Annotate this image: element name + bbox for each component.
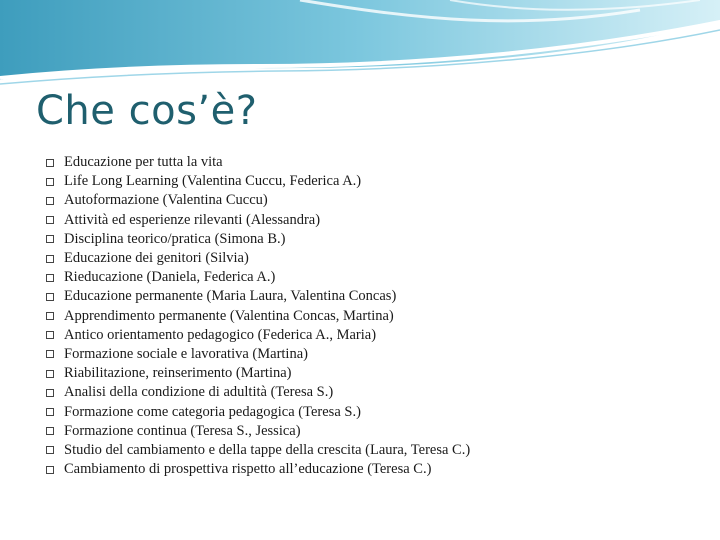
list-item bbox=[46, 422, 706, 441]
bullet-text: Attività ed esperienze rilevanti (Alessandra) bbox=[64, 211, 321, 228]
list-item bbox=[46, 172, 706, 191]
list-item bbox=[46, 307, 706, 326]
bullet-text: Life Long Learning (Valentina Cuccu, Federica A.) bbox=[64, 173, 362, 190]
square-bullet-icon bbox=[46, 466, 54, 474]
square-bullet-icon bbox=[46, 312, 54, 320]
square-bullet-icon bbox=[46, 446, 54, 454]
square-bullet-icon bbox=[46, 159, 54, 167]
bullet-text: Antico orientamento pedagogico (Federica A., Maria) bbox=[64, 326, 377, 343]
list-item bbox=[46, 287, 706, 306]
list-item bbox=[46, 211, 706, 230]
square-bullet-icon bbox=[46, 274, 54, 282]
list-item bbox=[46, 441, 706, 460]
bullet-text: Cambiamento di prospettiva rispetto all’educazione (Teresa C.) bbox=[64, 461, 432, 478]
square-bullet-icon bbox=[46, 427, 54, 435]
bullet-text: Riabilitazione, reinserimento (Martina) bbox=[64, 365, 292, 382]
list-item bbox=[46, 191, 706, 210]
square-bullet-icon bbox=[46, 255, 54, 263]
list-item bbox=[46, 230, 706, 249]
bullet-text: Disciplina teorico/pratica (Simona B.) bbox=[64, 230, 286, 247]
bullet-text: Formazione come categoria pedagogica (Teresa S.) bbox=[64, 403, 361, 420]
square-bullet-icon bbox=[46, 370, 54, 378]
square-bullet-icon bbox=[46, 331, 54, 339]
header-wave-decoration bbox=[0, 0, 720, 90]
square-bullet-icon bbox=[46, 350, 54, 358]
square-bullet-icon bbox=[46, 235, 54, 243]
bullet-text: Apprendimento permanente (Valentina Concas, Martina) bbox=[64, 307, 394, 324]
list-item bbox=[46, 268, 706, 287]
list-item bbox=[46, 249, 706, 268]
list-item bbox=[46, 326, 706, 345]
bullet-text: Educazione dei genitori (Silvia) bbox=[64, 250, 249, 267]
square-bullet-icon bbox=[46, 293, 54, 301]
square-bullet-icon bbox=[46, 408, 54, 416]
slide-title: Che cos’è? bbox=[36, 88, 258, 134]
bullet-text: Educazione per tutta la vita bbox=[64, 154, 223, 171]
bullet-text: Formazione sociale e lavorativa (Martina) bbox=[64, 345, 308, 362]
bullet-text: Rieducazione (Daniela, Federica A.) bbox=[64, 269, 276, 286]
square-bullet-icon bbox=[46, 178, 54, 186]
bullet-text: Autoformazione (Valentina Cuccu) bbox=[64, 192, 268, 209]
bullet-text: Formazione continua (Teresa S., Jessica) bbox=[64, 422, 301, 439]
square-bullet-icon bbox=[46, 216, 54, 224]
list-item bbox=[46, 402, 706, 421]
list-item bbox=[46, 383, 706, 402]
bullet-text: Studio del cambiamento e della tappe della crescita (Laura, Teresa C.) bbox=[64, 441, 471, 458]
bullet-text: Analisi della condizione di adultità (Teresa S.) bbox=[64, 384, 334, 401]
bullet-list bbox=[46, 153, 706, 479]
list-item bbox=[46, 153, 706, 172]
list-item bbox=[46, 460, 706, 479]
square-bullet-icon bbox=[46, 197, 54, 205]
bullet-text: Educazione permanente (Maria Laura, Valentina Concas) bbox=[64, 288, 397, 305]
list-item bbox=[46, 364, 706, 383]
square-bullet-icon bbox=[46, 389, 54, 397]
list-item bbox=[46, 345, 706, 364]
